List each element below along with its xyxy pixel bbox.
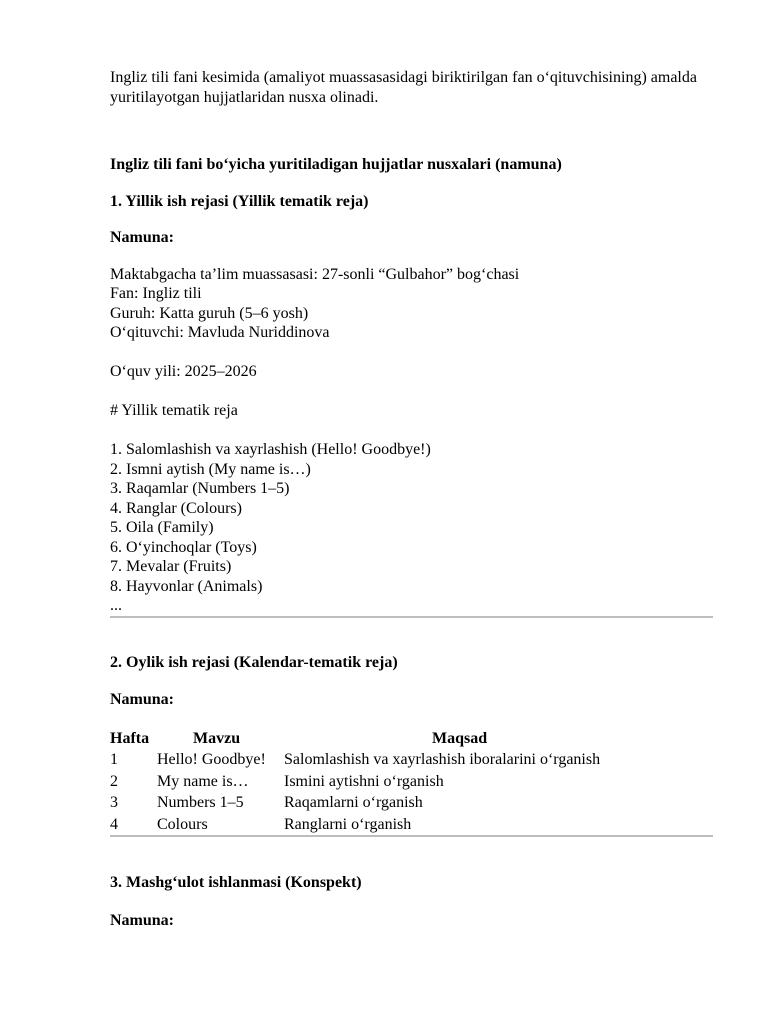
cell-goal: Ranglarni o‘rganish bbox=[284, 815, 412, 833]
topic-list bbox=[110, 440, 713, 616]
section3-namuna-label: Namuna: bbox=[110, 911, 175, 929]
intro-paragraph: Ingliz tili fani kesimida (amaliyot muassasasidagi biriktirilgan fan o‘qituvchisining) amalda yuritilayotgan hujjatlaridan nusxa olinadi. bbox=[110, 69, 697, 106]
section1-heading: 1. Yillik ish rejasi (Yillik tematik reja) bbox=[110, 192, 369, 210]
column-header-maqsad: Maqsad bbox=[432, 729, 488, 747]
list-item: 7. Mevalar (Fruits) bbox=[110, 558, 232, 575]
cell-goal: Salomlashish va xayrlashish iboralarini o‘rganish bbox=[284, 751, 601, 768]
cell-topic: Numbers 1–5 bbox=[157, 794, 244, 811]
horizontal-rule bbox=[110, 616, 713, 618]
cell-topic: My name is… bbox=[157, 772, 249, 790]
yearly-plan-heading: # Yillik tematik reja bbox=[110, 402, 238, 419]
list-item: ... bbox=[110, 597, 122, 614]
list-item: 5. Oila (Family) bbox=[110, 519, 214, 536]
table-row bbox=[110, 792, 600, 814]
cell-topic: Colours bbox=[157, 815, 208, 833]
cell-week: 3 bbox=[110, 794, 118, 811]
school-info bbox=[110, 265, 713, 343]
section2-namuna-label: Namuna: bbox=[110, 691, 175, 708]
section3-heading: 3. Mashg‘ulot ishlanmasi (Konspekt) bbox=[110, 874, 362, 891]
document-page bbox=[110, 68, 713, 930]
list-item: 2. Ismni aytish (My name is…) bbox=[110, 460, 311, 478]
list-item: 6. O‘yinchoqlar (Toys) bbox=[110, 538, 257, 556]
cell-goal: Raqamlarni o‘rganish bbox=[284, 794, 423, 811]
table-row bbox=[110, 814, 600, 836]
table-row bbox=[110, 749, 600, 771]
cell-week: 2 bbox=[110, 772, 118, 790]
cell-topic: Hello! Goodbye! bbox=[157, 751, 266, 768]
main-title: Ingliz tili fani bo‘yicha yuritiladigan hujjatlar nusxalari (namuna) bbox=[110, 156, 562, 173]
cell-week: 1 bbox=[110, 751, 118, 768]
column-header-hafta: Hafta bbox=[110, 729, 150, 747]
academic-year: O‘quv yili: 2025–2026 bbox=[110, 363, 257, 380]
section2-heading: 2. Oylik ish rejasi (Kalendar-tematik reja) bbox=[110, 653, 398, 671]
section1-namuna-label: Namuna: bbox=[110, 229, 175, 246]
table-row bbox=[110, 771, 600, 793]
monthly-plan-table bbox=[110, 728, 600, 836]
list-item: 1. Salomlashish va xayrlashish (Hello! Goodbye!) bbox=[110, 441, 431, 458]
list-item: 4. Ranglar (Colours) bbox=[110, 499, 242, 517]
list-item: 3. Raqamlar (Numbers 1–5) bbox=[110, 480, 290, 497]
cell-week: 4 bbox=[110, 815, 118, 833]
table-header-row bbox=[110, 728, 600, 750]
column-header-mavzu: Mavzu bbox=[193, 729, 241, 747]
horizontal-rule bbox=[110, 835, 713, 837]
info-line-group: Guruh: Katta guruh (5–6 yosh) bbox=[110, 304, 309, 322]
list-item: 8. Hayvonlar (Animals) bbox=[110, 577, 263, 595]
info-line-subject: Fan: Ingliz tili bbox=[110, 285, 202, 302]
info-line-school: Maktabgacha ta’lim muassasasi: 27-sonli “Gulbahor” bog‘chasi bbox=[110, 265, 520, 283]
cell-goal: Ismini aytishni o‘rganish bbox=[284, 772, 444, 790]
info-line-teacher: O‘qituvchi: Mavluda Nuriddinova bbox=[110, 324, 330, 341]
